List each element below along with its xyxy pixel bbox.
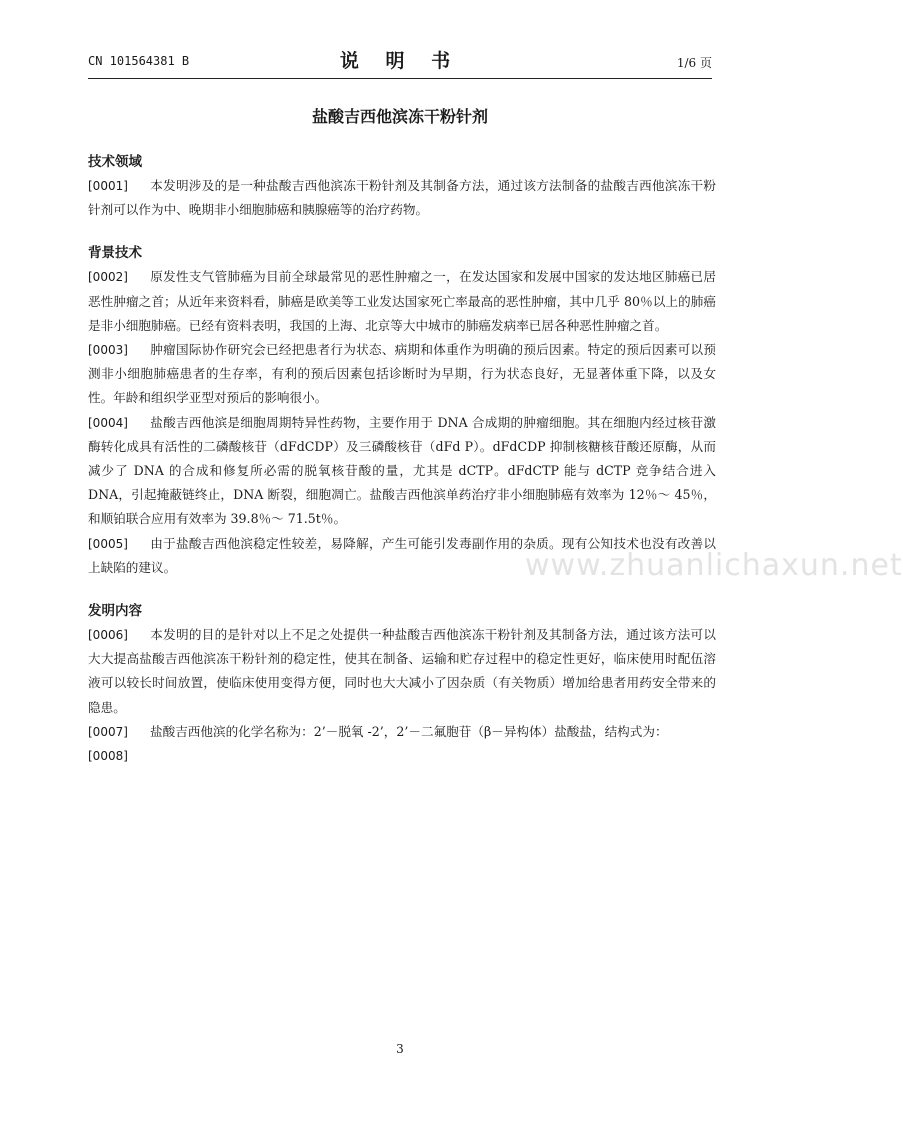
section-title: 背景技术 [88, 245, 142, 262]
paragraph-number: [0008] [88, 749, 128, 764]
paragraph [88, 338, 716, 411]
paragraph-number: [0002] [88, 270, 128, 285]
page-number: 3 [396, 1042, 404, 1056]
paragraph-number: [0006] [88, 628, 128, 643]
document-body [88, 150, 716, 787]
paragraph-text: 肿瘤国际协作研究会已经把患者行为状态、病期和体重作为明确的预后因素。特定的预后因素可以预测非小细胞肺癌患者的生存率，有利的预后因素包括诊断时为早期，行为状态良好，无显著体重下降，以及女性。年龄和组织学亚型对预后的影响很小。 [88, 342, 716, 406]
doc-type-title: 说 明 书 [339, 50, 461, 72]
paragraph-number: [0003] [88, 343, 128, 358]
paragraph-text: 本发明的目的是针对以上不足之处提供一种盐酸吉西他滨冻干粉针剂及其制备方法，通过该方法可以大大提高盐酸吉西他滨冻干粉针剂的稳定性，使其在制备、运输和贮存过程中的稳定性更好，临床使用时配伍溶液可以较长时间放置，使临床使用变得方便，同时也大大减小了因杂质（有关物质）增加给患者用药安全带来的隐患。 [88, 627, 716, 715]
section-technical-field [88, 150, 716, 222]
patent-number: CN 101564381 B [88, 54, 190, 68]
paragraph-text: 盐酸吉西他滨的化学名称为：2’－脱氧 -2’，2’－二氟胞苷（β－异构体）盐酸盐，结构式为： [150, 723, 668, 739]
page-header [88, 44, 712, 79]
paragraph [88, 744, 716, 768]
paragraph-number: [0007] [88, 724, 128, 739]
paragraph-text: 本发明涉及的是一种盐酸吉西他滨冻干粉针剂及其制备方法，通过该方法制备的盐酸吉西他滨冻干粉针剂可以作为中、晚期非小细胞肺癌和胰腺癌等的治疗药物。 [88, 178, 716, 218]
paragraph [88, 411, 716, 532]
section-background [88, 241, 716, 580]
paragraph-text: 由于盐酸吉西他滨稳定性较差，易降解，产生可能引发毒副作用的杂质。现有公知技术也没有改善以上缺陷的建议。 [88, 535, 716, 575]
paragraph [88, 720, 716, 744]
paragraph [88, 623, 716, 720]
paragraph [88, 174, 716, 222]
paragraph-number: [0004] [88, 415, 128, 430]
section-title: 技术领域 [88, 154, 142, 170]
page-info: 1/6 页 [676, 56, 712, 70]
paragraph-text: 原发性支气管肺癌为目前全球最常见的恶性肿瘤之一，在发达国家和发展中国家的发达地区肺癌已居恶性肿瘤之首；从近年来资料看，肺癌是欧美等工业发达国家死亡率最高的恶性肿瘤，其中几乎 80％以上的肺癌是非小细胞肺癌。已经有资料表明，我国的上海、北京等大中城市的肺癌发病率已居各种恶性肿瘤之首。 [88, 269, 716, 333]
watermark: www.zhuanlichaxun.net [525, 548, 903, 583]
section-title: 发明内容 [88, 603, 142, 620]
paragraph-text: 盐酸吉西他滨是细胞周期特异性药物，主要作用于 DNA 合成期的肿瘤细胞。其在细胞内经过核苷激酶转化成具有活性的二磷酸核苷（dFdCDP）及三磷酸核苷（dFd P）。dFdCDP 抑制核糖核苷酸还原酶，从而减少了 DNA 的合成和修复所必需的脱氧核苷酸的量，尤其是 dCTP。dFdCTP 能与 dCTP 竞争结合进入 DNA，引起掩蔽链终止，DNA 断裂，细胞凋亡。盐酸吉西他滨单药治疗非小细胞肺癌有效率为 12％～ 45％，和顺铂联合应用有效率为 39.8％～ 71.5t％。 [88, 414, 716, 527]
section-invention-content [88, 599, 716, 768]
paragraph-number: [0005] [88, 536, 128, 551]
paragraph-number: [0001] [88, 179, 128, 193]
document-title: 盐酸吉西他滨冻干粉针剂 [311, 107, 488, 126]
paragraph [88, 265, 716, 338]
